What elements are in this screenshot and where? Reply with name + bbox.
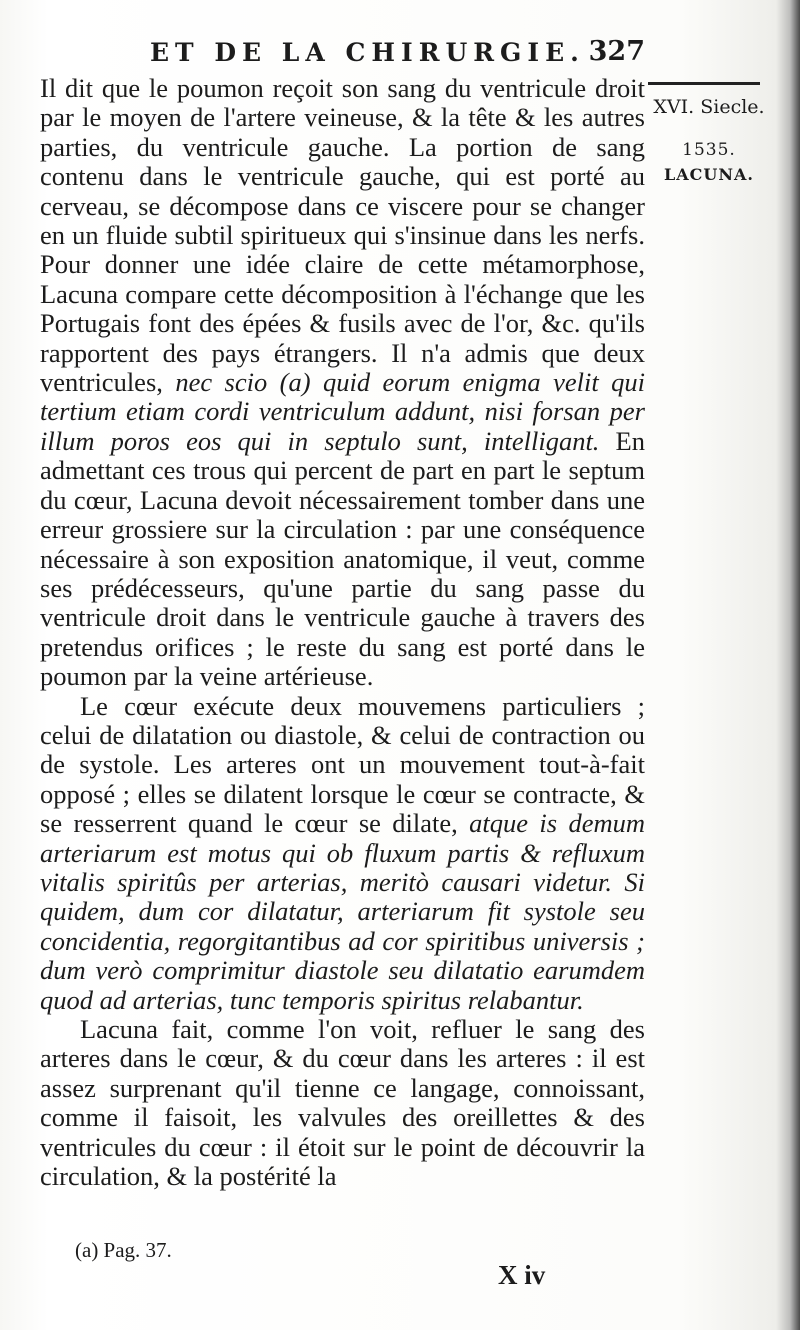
page-edge-shadow bbox=[790, 0, 800, 1330]
margin-author: LACUNA. bbox=[664, 165, 754, 184]
text-segment: Lacuna fait, comme l'on voit, refluer le sang des arteres dans le cœur, & du cœur dans les arteres : il est assez surprenant qu'il tienne ce langage, connoissant, comme il faisoit, les valvules des oreillettes & des ventricules du cœur : il étoit sur le point de découvrir la circulation, & la postérité la bbox=[40, 1014, 645, 1192]
footnote: (a) Pag. 37. bbox=[75, 1238, 172, 1262]
running-head: ET DE LA CHIRURGIE. bbox=[150, 38, 585, 67]
margin-century: XVI. Siecle. bbox=[653, 96, 765, 118]
text-segment: Le cœur exécute deux mouvemens particuliers ; celui de dilatation ou diastole, & celui de contraction ou de systole. Les arteres ont un mouvement tout-à-fait opposé ; elles se dilatent lorsque le cœur se contracte, & se resserrent quand le cœur se dilate, bbox=[40, 690, 645, 839]
paragraph bbox=[40, 692, 645, 1015]
page-header bbox=[150, 34, 645, 74]
body-text bbox=[40, 74, 645, 1191]
paragraph bbox=[40, 74, 645, 692]
margin-year: 1535. bbox=[682, 140, 736, 160]
margin-rule bbox=[648, 82, 760, 85]
signature-mark: X iv bbox=[498, 1260, 546, 1290]
latin-quote: nec scio (a) quid eorum enigma velit qui tertium etiam cordi ventriculum addunt, nisi forsan per illum poros eos qui in septulo sunt, intelligant. bbox=[40, 367, 646, 456]
latin-quote: atque is demum arteriarum est motus qui ob fluxum partis & refluxum vitalis spiritûs per arterias, meritò causari videtur. Si quidem, dum cor dilatatur, arteriarum fit systole seu concidentia, regorgitantibus ad cor spiritibus universis ; dum verò comprimitur diastole seu dilatatio earumdem quod ad arterias, tunc temporis spiritus relabantur. bbox=[40, 808, 645, 1015]
paragraph bbox=[40, 1015, 645, 1191]
text-segment: Il dit que le poumon reçoit son sang du ventricule droit par le moyen de l'artere veineuse, & la tête & les autres parties, du ventricule gauche. La portion de sang contenu dans le ventricule gauche, qui est porté au cerveau, se décompose dans ce viscere pour se changer en un fluide subtil spiritueux qui s'insinue dans les nerfs. Pour donner une idée claire de cette métamorphose, Lacuna compare cette décomposition à l'échange que les Portugais font des épées & fusils avec de l'or, &c. qu'ils rapportent des pays étrangers. Il n'a admis que deux ventricules, bbox=[40, 73, 645, 398]
page-number: 327 bbox=[588, 36, 645, 67]
text-segment: En admettant ces trous qui percent de part en part le septum du cœur, Lacuna devoit nécessairement tomber dans une erreur grossiere sur la circulation : par une conséquence nécessaire à son exposition anatomique, il veut, comme ses prédécesseurs, qu'une partie du sang passe du ventricule droit dans le ventricule gauche à travers des pretendus orifices ; le reste du sang est porté dans le poumon par la veine artérieuse. bbox=[40, 425, 645, 692]
